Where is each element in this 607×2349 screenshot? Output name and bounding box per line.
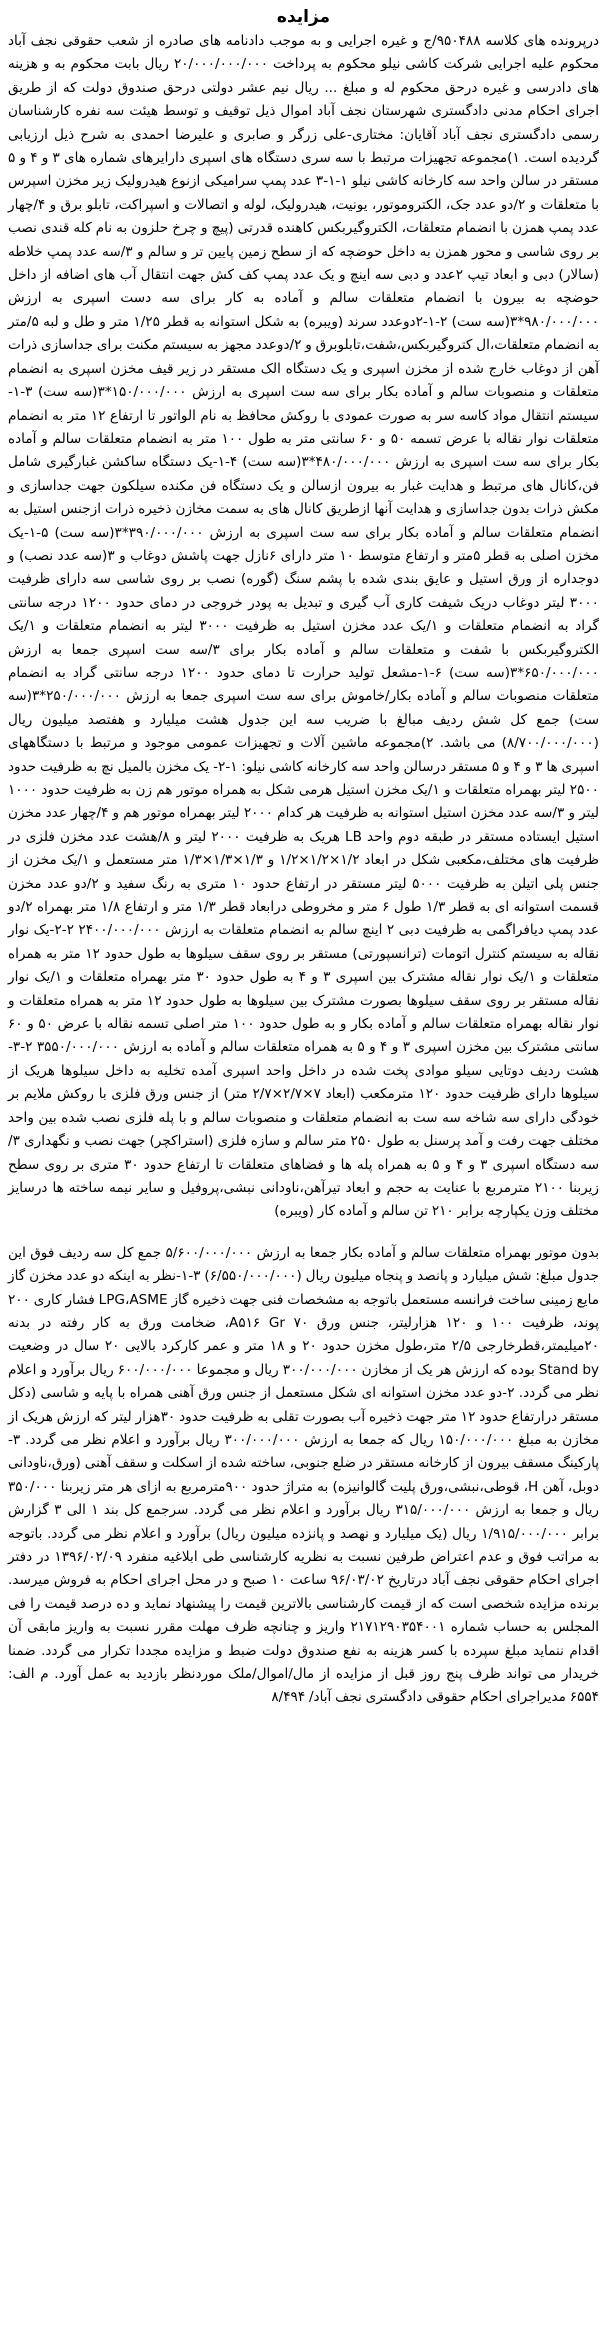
notice-paragraph-2: بدون موتور بهمراه متعلقات سالم و آماده بکار جمعا به ارزش ۵/۶۰۰/۰۰۰/۰۰۰ جمع کل سه ردیف فوق این جدول مبلغ: شش میلیارد و پانصد و پنجاه میلیون ریال (۶/۵۵۰/۰۰۰/۰۰۰) ۳-۱-نظر به اینکه دو عدد مخزن گاز مایع زمینی ساخت فرانسه مستعمل باتوجه به مشخصات فنی جهت ذخیره گاز LPG،ASME فشار کاری ۲۰۰ پوند، ظرفیت ۱۰۰ و ۱۲۰ هزارلیتر، جنس ورق A۵۱۶ Gr ۷۰، ضخامت ورق به کار رفته در بدنه ۲۰میلیمتر،قطرخارجی ۲/۵ متر،طول مخزن حدود ۲۰ و ۱۸ متر و عمر کارکرد بالایی ۲۰ سال در وضعیت Stand by بوده که ارزش هر یک از مخازن ۳۰۰/۰۰۰/۰۰۰ ریال و مجموعا ۶۰۰/۰۰۰/۰۰۰ ریال برآورد و اعلام نظر می گردد. ۲-دو عدد مخزن استوانه ای شکل مستعمل از جنس ورق آهنی همراه با پایه و شاسی (دکل مستقر درارتفاع حدود ۱۲ متر جهت ذخیره آب بصورت تقلی به ظرفیت حدود ۳۰هزار لیتر که ارزش هریک از مخازن به مبلغ ۱۵۰/۰۰۰/۰۰۰ ریال که جمعا به ارزش ۳۰۰/۰۰۰/۰۰۰ ریال برآورد و اعلام نظر می گردد. ۳-پارکینگ مسقف بیرون از کارخانه مستقر در ضلع جنوبی، ساخته شده از اسکلت و سقف آهنی (ورق،ناودانی دوبل، آهن H، قوطی،نبشی،ورق پلیت گالوانیزه) به متراژ حدود ۹۰۰مترمربع به ازای هر متر زیربنا ۳۵۰/۰۰۰ ریال و جمعا به ارزش ۳۱۵/۰۰۰/۰۰۰ ریال برآورد و اعلام نظر می گردد. سرجمع کل بند ۱ الی ۳ گزارش برابر ۱/۹۱۵/۰۰۰/۰۰۰ ریال (یک میلیارد و نهصد و پانزده میلیون ریال) برآورد و اعلام نظر می گردد. باتوجه به مراتب فوق و عدم اعتراض طرفین نسبت به نظریه کارشناسی طی ابلاغیه منفرد ۱۳۹۶/۰۲/۰۹ در دفتر اجرای احکام حقوقی نجف آباد درتاریخ ۹۶/۰۳/۰۲ ساعت ۱۰ صبح و در محل اجرای احکام به فروش میرسد. برنده مزایده شخصی است که از قیمت کارشناسی بالاترین قیمت را پیشنهاد نماید و ده درصد قیمت را فی المجلس به حساب شماره ۲۱۷۱۲۹۰۳۵۴۰۰۱ واریز و چنانچه ظرف مهلت مقرر نسبت به واریز مابقی آن اقدام ننماید مبلغ سپرده با کسر هزینه به نفع صندوق دولت ضبط و مزایده مجددا تکرار می گردد. ضمنا خریدار می تواند ظرف پنج روز قبل از مزایده از مال/اموال/ملک موردنظر بازدید به عمل آورد. م الف: ۶۵۵۴ مدیراجرای احکام حقوقی دادگستری نجف آباد/ ۸/۴۹۴ — [8, 1244, 600, 1706]
notice-title: مزایده — [276, 7, 331, 27]
notice-paragraph-1: درپرونده های کلاسه ۹۵۰۴۸۸/ج و غیره اجرایی و به موجب دادنامه های صادره از شعب حقوقی نجف آباد محکوم علیه اجرایی شرکت کاشی نیلو محکوم به پرداخت ۲۰/۰۰۰/۰۰۰/۰۰۰ ریال بابت محکوم به و هزینه های دادرسی و غیره درحق محکوم له و مبلغ ... ریال نیم عشر دولتی درحق صندوق دولت که از طریق اجرای احکام مدنی دادگستری شهرستان نجف آباد اموال ذیل توقیف و توسط هیئت سه نفره کارشناسان رسمی دادگستری نجف آباد آقایان: مختاری-علی زرگر و صابری و علیرضا احمدی به شرح ذیل ارزیابی گردیده است. ۱)مجموعه تجهیزات مرتبط با سه سری دستگاه های اسپری دارایرهای شماره های ۳ و ۴ و ۵ مستقر در سالن واحد سه کارخانه کاشی نیلو ۱-۱-۳ عدد پمپ سرامیکی ازنوع هیدرولیک زیر مخزن اسپرس با متعلقات و ۲/دو عدد جک، الکتروموتور، یونیت، هیدرولیک، لوله و اتصالات و اسپراکت، تابلو برق و ۴/چهار عدد پمپ همزن با انضمام متعلقات، الکتروگیربکس کاهنده قدرتی (پیچ و چرخ حلزون به نام کله قندی نصب بر روی شاسی و محور همزن به داخل حوضچه که از سطح زمین پایین تر و سالم و ۳/سه عدد پمپ خلاطه (سالار) دبی و ابعاد تیپ ۲عدد و دبی سه اینچ و یک عدد پمپ کف کش جهت انتقال آب های اضافه از داخل حوضچه به بیرون با انضمام متعلقات سالم و آماده به کار برای سه دست اسپری به ارزش ۹۸۰/۰۰۰/۰۰۰*۳(سه ست) ۲-۱-۲دوعدد سرند (ویبره) به شکل استوانه به قطر ۱/۲۵ متر و طل و لبه ۵/متر به انضمام متعلقات،ال کتروگیربکس،شفت،تابلوبرق و ۲/دوعدد مجهز به سیستم مکنت برای جداسازی ذرات آهن از دوغاب خارج شده از مخزن اسپری و یک دستگاه الک مستقر در زیر قیف مخزن اسپری به انضمام متعلقات و منصوبات سالم و آماده بکار برای سه ست اسپری به ارزش ۱۵۰/۰۰۰/۰۰۰*۳(سه ست) ۳-۱- سیستم انتقال مواد کاسه سر به صورت عمودی با روکش محافظ به نام الواتور تا ارتفاع ۱۲ متر به انضمام متعلقات نوار نقاله با عرض تسمه ۵۰ و ۶۰ سانتی متر به طول ۱۰۰ متر به انضمام متعلقات سالم و آماده بکار برای سه ست اسپری به ارزش ۴۸۰/۰۰۰/۰۰۰*۳(سه ست) ۴-۱-یک دستگاه ساکشن غبارگیری شامل فن،کانال های مرتبط و هدایت غبار به بیرون ازسالن و یک دستگاه فن مکنده سیلکون جهت جداسازی و مکش ذرات بدون جداسازی و هدایت آنها ازطریق کانال های به سمت مخازن ذخیره ذرات ازجنس استیل به انضمام متعلقات سالم و آماده بکار برای سه ست اسپری به ارزش ۳۹۰/۰۰۰/۰۰۰*۳(سه ست) ۵-۱-یک مخزن اصلی به قطر ۵متر و ارتفاع متوسط ۱۰ متر دارای ۶نازل جهت پاشش دوغاب و ۳(سه عدد نصب) و دوجداره از ورق استیل و عایق بندی شده با پشم سنگ (گوره) نصب بر روی شاسی سه دارای ظرفیت ۳۰۰۰ لیتر دوغاب دریک شیفت کاری آب گیری و تبدیل به پودر خروجی در دمای حدود ۱۲۰۰ درجه سانتی گراد به انضمام متعلقات و ۱/یک عدد مخزن استیل به ظرفیت ۳۰۰۰ لیتر به انضمام متعلقات و ۱/یک الکتروگیربکس با شفت و متعلقات سالم و آماده بکار برای ۳/سه ست اسپری جمعا به ارزش ۶۵۰/۰۰۰/۰۰۰*۳(سه ست) ۶-۱-مشعل تولید حرارت تا دمای حدود ۱۲۰۰ درجه سانتی گراد به انضمام متعلقات منصوبات سالم و آماده بکار/خاموش برای سه ست اسپری جمعا به ارزش ۲۵۰/۰۰۰/۰۰۰*۳(سه ست) جمع کل شش ردیف مبالغ با ضریب سه این جدول هشت میلیارد و هفتصد میلیون ریال (۸/۷۰۰/۰۰۰/۰۰۰) می باشد. ۲)مجموعه ماشین آلات و تجهیزات عمومی موجود و مرتبط با دستگاههای اسپری ها ۳ و ۴ و ۵ مستقر درسالن واحد سه کارخانه کاشی نیلو: ۱-۲- یک مخزن بالمیل نچ به ظرفیت حدود ۲۵۰۰ لیتر بهمراه متعلقات و ۱/یک مخزن استیل هرمی شکل به همراه موتور هم زن به ظرفیت حدود ۱۰۰۰ لیتر و ۳/سه عدد مخزن استیل استوانه به ظرفیت هر کدام ۲۰۰۰ لیتر بهمراه موتور هم و ۴/چهار عدد مخزن استیل ایستاده مستقر در طبقه دوم واحد LB هریک به ظرفیت ۲۰۰۰ لیتر و ۸/هشت عدد مخزن فلزی در ظرفیت های مختلف،مکعبی شکل در ابعاد ۱/۲×۱/۲×۱/۲ و ۱/۳×۱/۳×۱/۳ متر مستعمل و ۱/یک مخزن از جنس پلی اتیلن به ظرفیت ۵۰۰۰ لیتر مستقر در ارتفاع حدود ۱۰ متری به رنگ سفید و ۲/دو عدد مخزن قسمت استوانه ای به قطر ۱/۳ طول ۶ متر و مخروطی درابعاد قطر ۱/۳ متر و ارتفاع ۱/۸ متر بهمراه ۲/دو عدد پمپ دیافراگمی به ظرفیت دبی ۲ اینچ سالم به انضمام متعلقات به ارزش ۲۴۰۰/۰۰۰/۰۰۰ ۲-۲-یک نوار نقاله به سیستم کنترل اتومات (ترانسپورتی) مستقر بر روی سقف سیلوها به طول حدود ۱۲ متر به همراه متعلقات و ۱/یک نوار نقاله مشترک بین اسپری ۳ و ۴ به طول حدود ۳۰ متر بهمراه متعلقات و ۱/یک نوار نقاله مستقر بر روی سقف سیلوها بصورت مشترک بین سیلوها به طول حدود ۱۲ متر به همراه متعلقات و نوار نقاله بهمراه متعلقات سالم و آماده بکار و به طول حدود ۱۰۰ متر اصلی تسمه نقاله با عرض ۵۰ و ۶۰ سانتی مشترک بین مخزن اسپری ۳ و ۴ و ۵ به همراه متعلقات سالم و آماده به ارزش ۳۵۵۰/۰۰۰/۰۰۰ ۲-۳-هشت ردیف دوتایی سیلو موادی پخت شده در داخل واحد اسپری آمده تخلیه به داخل سیلوها هریک از سیلوها دارای ظرفیت حدود ۱۲۰ مترمکعب (ابعاد ۷×۲/۷×۲/۷ متر) از جنس ورق فلزی با روکش ملایم بر خودگی دارای سه شاخه سه ست به انضمام متعلقات و منصوبات سالم و با پله فلزی نصب شده بین واحد مختلف جهت رفت و آمد پرسنل به طول ۲۵۰ متر سالم و سازه فلزی (استراکچر) جهت نصب و نگهداری ۳/سه دستگاه اسپری ۳ و ۴ و ۵ به همراه پله ها و فضاهای متعلقات تا ارتفاع حدود ۳۰ متری بر روی سطح زیربنا ۲۱۰۰ مترمربع با عنایت به حجم و ابعاد تیرآهن،ناودانی نبشی،پروفیل و سایر نیمه ساخته ها درسایز مختلف وزن یکپارچه برابر ۲۱۰ تن سالم و آماده کار (ویبره) — [8, 33, 600, 1220]
